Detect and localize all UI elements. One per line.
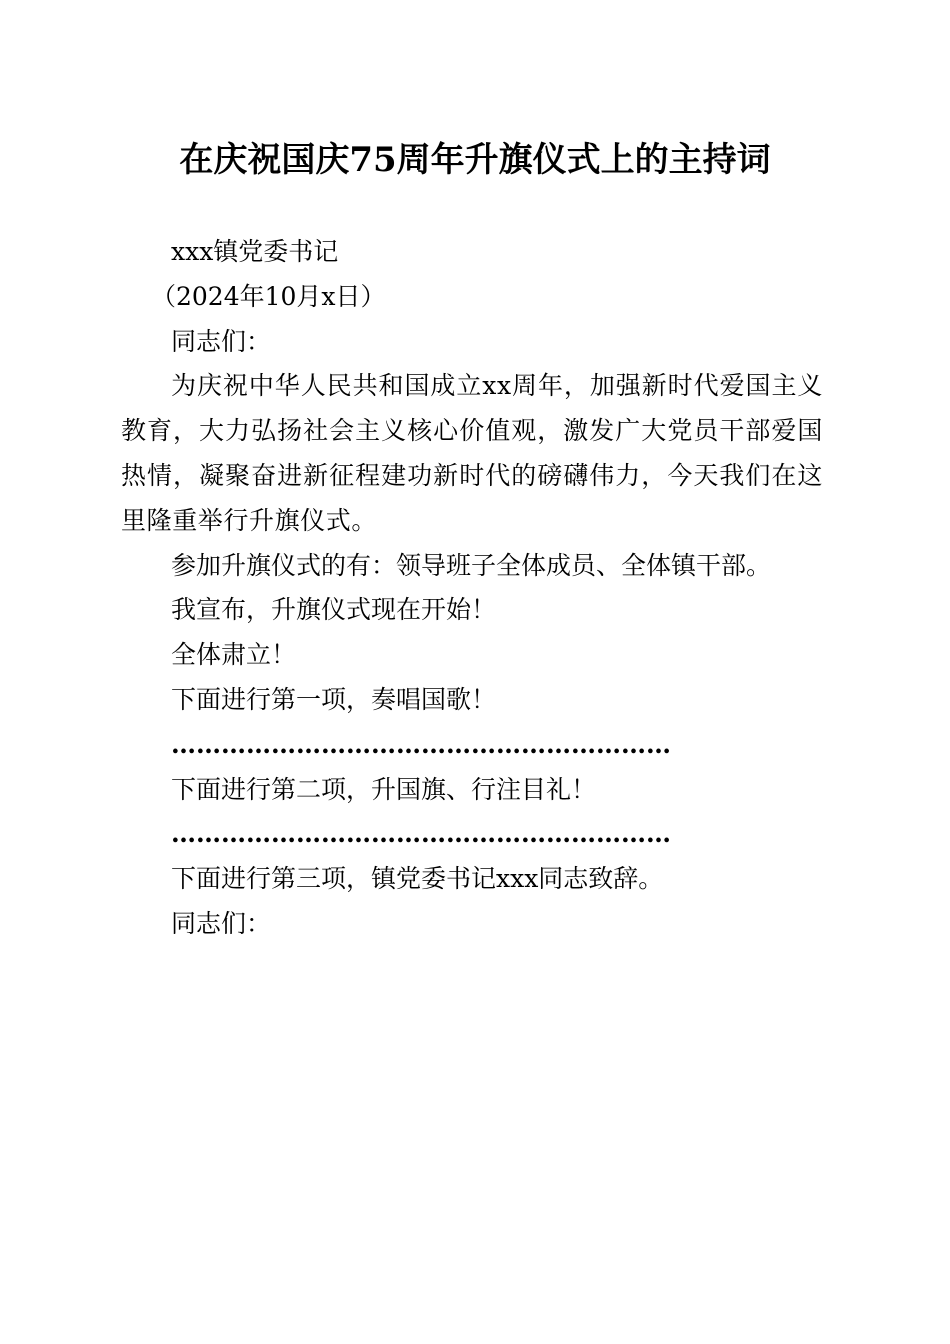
- item-three-line: 下面进行第三项，镇党委书记xxx同志致辞。: [171, 864, 664, 894]
- ellipsis-line: ……………………………………………………: [171, 729, 671, 759]
- intro-paragraph: 为庆祝中华人民共和国成立xx周年，加强新时代爱国主义教育，大力弘扬社会主义核心价值观，激发广大党员干部爱国热情，凝聚奋进新征程建功新时代的磅礴伟力，今天我们在这里隆重举行升旗仪式。: [121, 371, 823, 535]
- item-one-line: 下面进行第一项，奏唱国歌！: [171, 684, 497, 714]
- announce-line: 我宣布，升旗仪式现在开始！: [171, 595, 497, 625]
- stand-line: 全体肃立！: [171, 640, 297, 670]
- item-two-line: 下面进行第二项，升国旗、行注目礼！: [171, 774, 597, 804]
- speaker-line: xxx镇党委书记: [171, 237, 339, 266]
- document-body: [121, 230, 823, 947]
- ellipsis-line: ……………………………………………………: [171, 819, 671, 849]
- salutation-line: 同志们：: [171, 908, 272, 938]
- salutation-line: 同志们：: [171, 326, 272, 356]
- attendees-line: 参加升旗仪式的有：领导班子全体成员、全体镇干部。: [171, 550, 772, 580]
- document-title: 在庆祝国庆75周年升旗仪式上的主持词: [179, 140, 771, 180]
- date-line: （2024年10月x日）: [151, 281, 386, 311]
